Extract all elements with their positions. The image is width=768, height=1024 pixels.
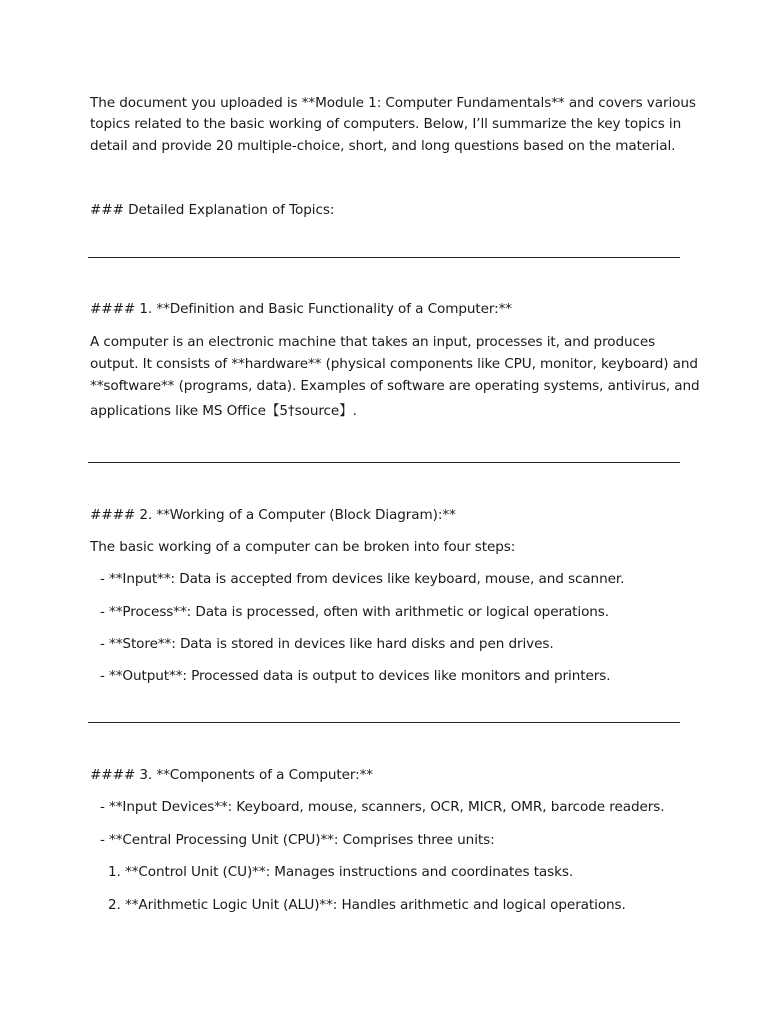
topic-3-item-cpu: - **Central Processing Unit (CPU)**: Comprises three units:	[100, 832, 495, 848]
topic-1-heading: #### 1. **Definition and Basic Functionality of a Computer:**	[90, 301, 513, 317]
topic-2-heading: #### 2. **Working of a Computer (Block Diagram):**	[90, 507, 456, 523]
intro-line-1: The document you uploaded is **Module 1: Computer Fundamentals** and covers various	[90, 95, 696, 111]
divider-2	[88, 462, 680, 463]
topic-1-line-4: applications like MS Office【5†source】.	[90, 403, 357, 419]
topic-2-item-store: - **Store**: Data is stored in devices like hard disks and pen drives.	[100, 636, 554, 652]
topic-3-item-input-devices: - **Input Devices**: Keyboard, mouse, scanners, OCR, MICR, OMR, barcode readers.	[100, 799, 665, 815]
intro-line-3: detail and provide 20 multiple-choice, short, and long questions based on the material.	[90, 138, 676, 154]
topic-2-intro: The basic working of a computer can be broken into four steps:	[90, 539, 516, 555]
topic-3-heading: #### 3. **Components of a Computer:**	[90, 767, 373, 783]
divider-3	[88, 722, 680, 723]
section-heading: ### Detailed Explanation of Topics:	[90, 202, 335, 218]
topic-1-line-3: **software** (programs, data). Examples of software are operating systems, antivirus, and	[90, 378, 700, 394]
topic-1-line-2: output. It consists of **hardware** (physical components like CPU, monitor, keyboard) and	[90, 356, 698, 372]
topic-2-item-output: - **Output**: Processed data is output to devices like monitors and printers.	[100, 668, 611, 684]
topic-1-line-1: A computer is an electronic machine that takes an input, processes it, and produces	[90, 334, 656, 350]
topic-3-subitem-alu: 2. **Arithmetic Logic Unit (ALU)**: Handles arithmetic and logical operations.	[108, 897, 626, 913]
topic-3-subitem-cu: 1. **Control Unit (CU)**: Manages instructions and coordinates tasks.	[108, 864, 574, 880]
intro-line-2: topics related to the basic working of computers. Below, I’ll summarize the key topics in	[90, 116, 682, 132]
topic-2-item-process: - **Process**: Data is processed, often with arithmetic or logical operations.	[100, 604, 610, 620]
topic-2-item-input: - **Input**: Data is accepted from devices like keyboard, mouse, and scanner.	[100, 571, 625, 587]
divider-1	[88, 257, 680, 258]
